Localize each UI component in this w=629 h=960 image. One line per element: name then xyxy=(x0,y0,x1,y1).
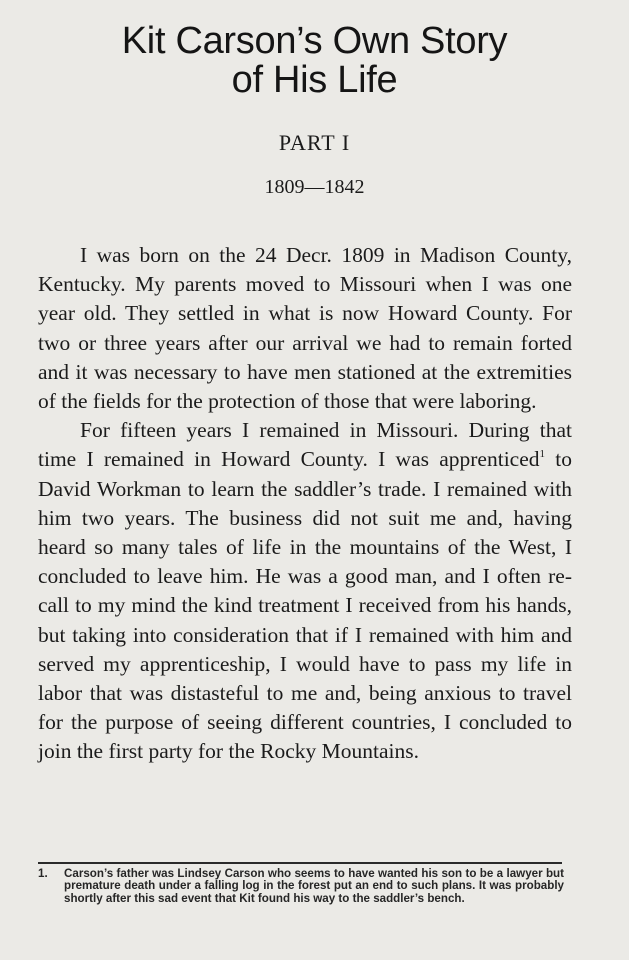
body-text xyxy=(38,241,572,767)
footnote-marker: 1 xyxy=(539,448,546,461)
footnote xyxy=(38,868,564,905)
footnote-divider xyxy=(38,862,562,864)
paragraph-2-start: For fifteen years I remained in Missouri. During that time I remained in Howard County. I was apprenticed xyxy=(38,418,572,472)
year-range: 1809—1842 xyxy=(264,176,365,198)
part-heading: PART I xyxy=(278,130,351,155)
footnote-text: Carson’s father was Lindsey Carson who seems to have wanted his son to be a lawyer but premature death under a falling log in the forest put an end to such plans. It was probably shortly after this sad event that Kit found his way to the saddler’s bench. xyxy=(64,867,564,905)
footnote-number: 1. xyxy=(38,867,48,880)
page-title xyxy=(0,22,629,100)
paragraph-2-end: to David Workman to learn the saddler’s trade. I remained with him two years. The business did not suit me and, having heard so many tales of life in the mountains of the West, I concluded to leave him. He was a good man, and I often recall to my mind the kind treatment I received from his hands, but taking into consideration that if I remained with him and served my apprenticeship, I would have to pass my life in labor that was distasteful to me and, being anxious to travel for the purpose of seeing different countries, I concluded to join the first party for the Rocky Mountains. xyxy=(38,447,572,764)
paragraph-2 xyxy=(38,416,572,766)
paragraph-1: I was born on the 24 Decr. 1809 in Madison County, Kentucky. My parents moved to Missouri when I was one year old. They settled in what is now Howard County. For two or three years after our arrival we had to remain forted and it was necessary to have men stationed at the extremities of the fields for the protection of those that were laboring. xyxy=(38,243,572,414)
title-line-2: of His Life xyxy=(231,59,398,101)
title-line-1: Kit Carson’s Own Story xyxy=(121,20,508,62)
